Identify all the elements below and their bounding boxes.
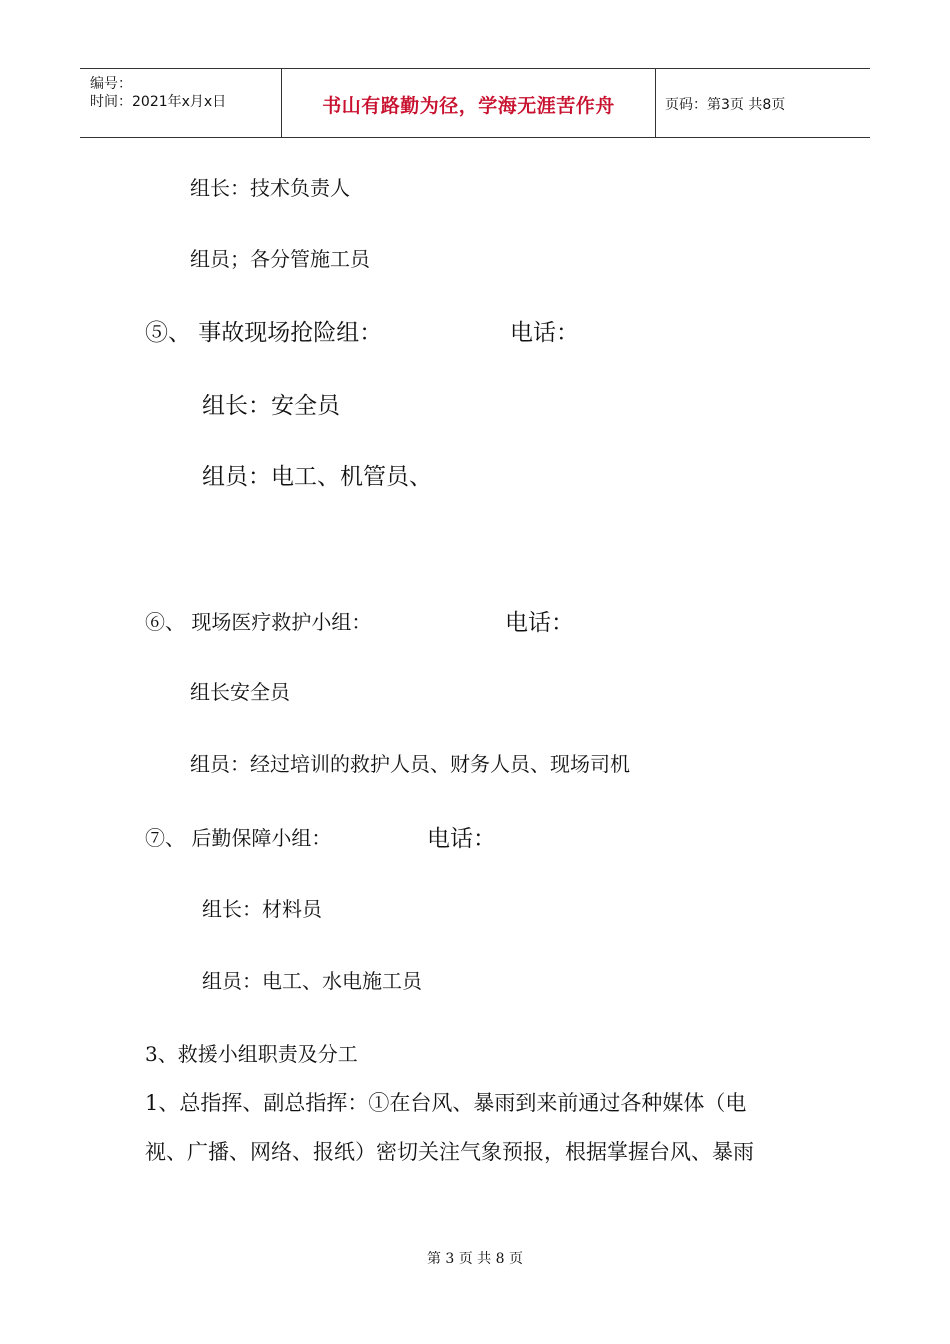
- section-5-title: ⑤、 事故现场抢险组：: [145, 320, 383, 346]
- header-right-cell: [655, 69, 870, 137]
- members-line: 组员；各分管施工员: [190, 247, 370, 271]
- section-7-phone: 电话：: [427, 826, 496, 852]
- paragraph-line-1: 1、总指挥、副总指挥：①在台风、暴雨到来前通过各种媒体（电: [145, 1091, 747, 1115]
- section-5-leader: 组长：安全员: [202, 393, 340, 419]
- header-page-info: 页码：第3页 共8页: [665, 97, 786, 113]
- leader-line: 组长：技术负责人: [190, 176, 350, 200]
- page-footer: 第 3 页 共 8 页: [426, 1251, 524, 1267]
- section-6-phone: 电话：: [505, 610, 574, 636]
- section-7-leader: 组长：材料员: [202, 897, 322, 921]
- document-number-label: 编号：: [90, 76, 132, 92]
- paragraph-line-2: 视、广播、网络、报纸）密切关注气象预报，根据掌握台风、暴雨: [145, 1140, 754, 1164]
- section-6-members: 组员：经过培训的救护人员、财务人员、现场司机: [190, 752, 630, 776]
- section-5-members: 组员：电工、机管员、: [202, 464, 432, 490]
- section-6-title: ⑥、 现场医疗救护小组：: [145, 610, 372, 634]
- section-5-phone: 电话：: [510, 320, 579, 346]
- document-time-label: 时间：2021年x月x日: [90, 94, 227, 110]
- section-3-title: 3、救援小组职责及分工: [145, 1042, 358, 1066]
- section-7-title: ⑦、 后勤保障小组：: [145, 826, 332, 850]
- section-7-members: 组员：电工、水电施工员: [202, 969, 422, 993]
- section-6-leader: 组长安全员: [190, 680, 290, 704]
- header-motto: 书山有路勤为径，学海无涯苦作舟: [322, 95, 615, 117]
- header-left-cell: [80, 69, 281, 137]
- header-middle-cell: [281, 69, 656, 137]
- page-header: [80, 68, 870, 138]
